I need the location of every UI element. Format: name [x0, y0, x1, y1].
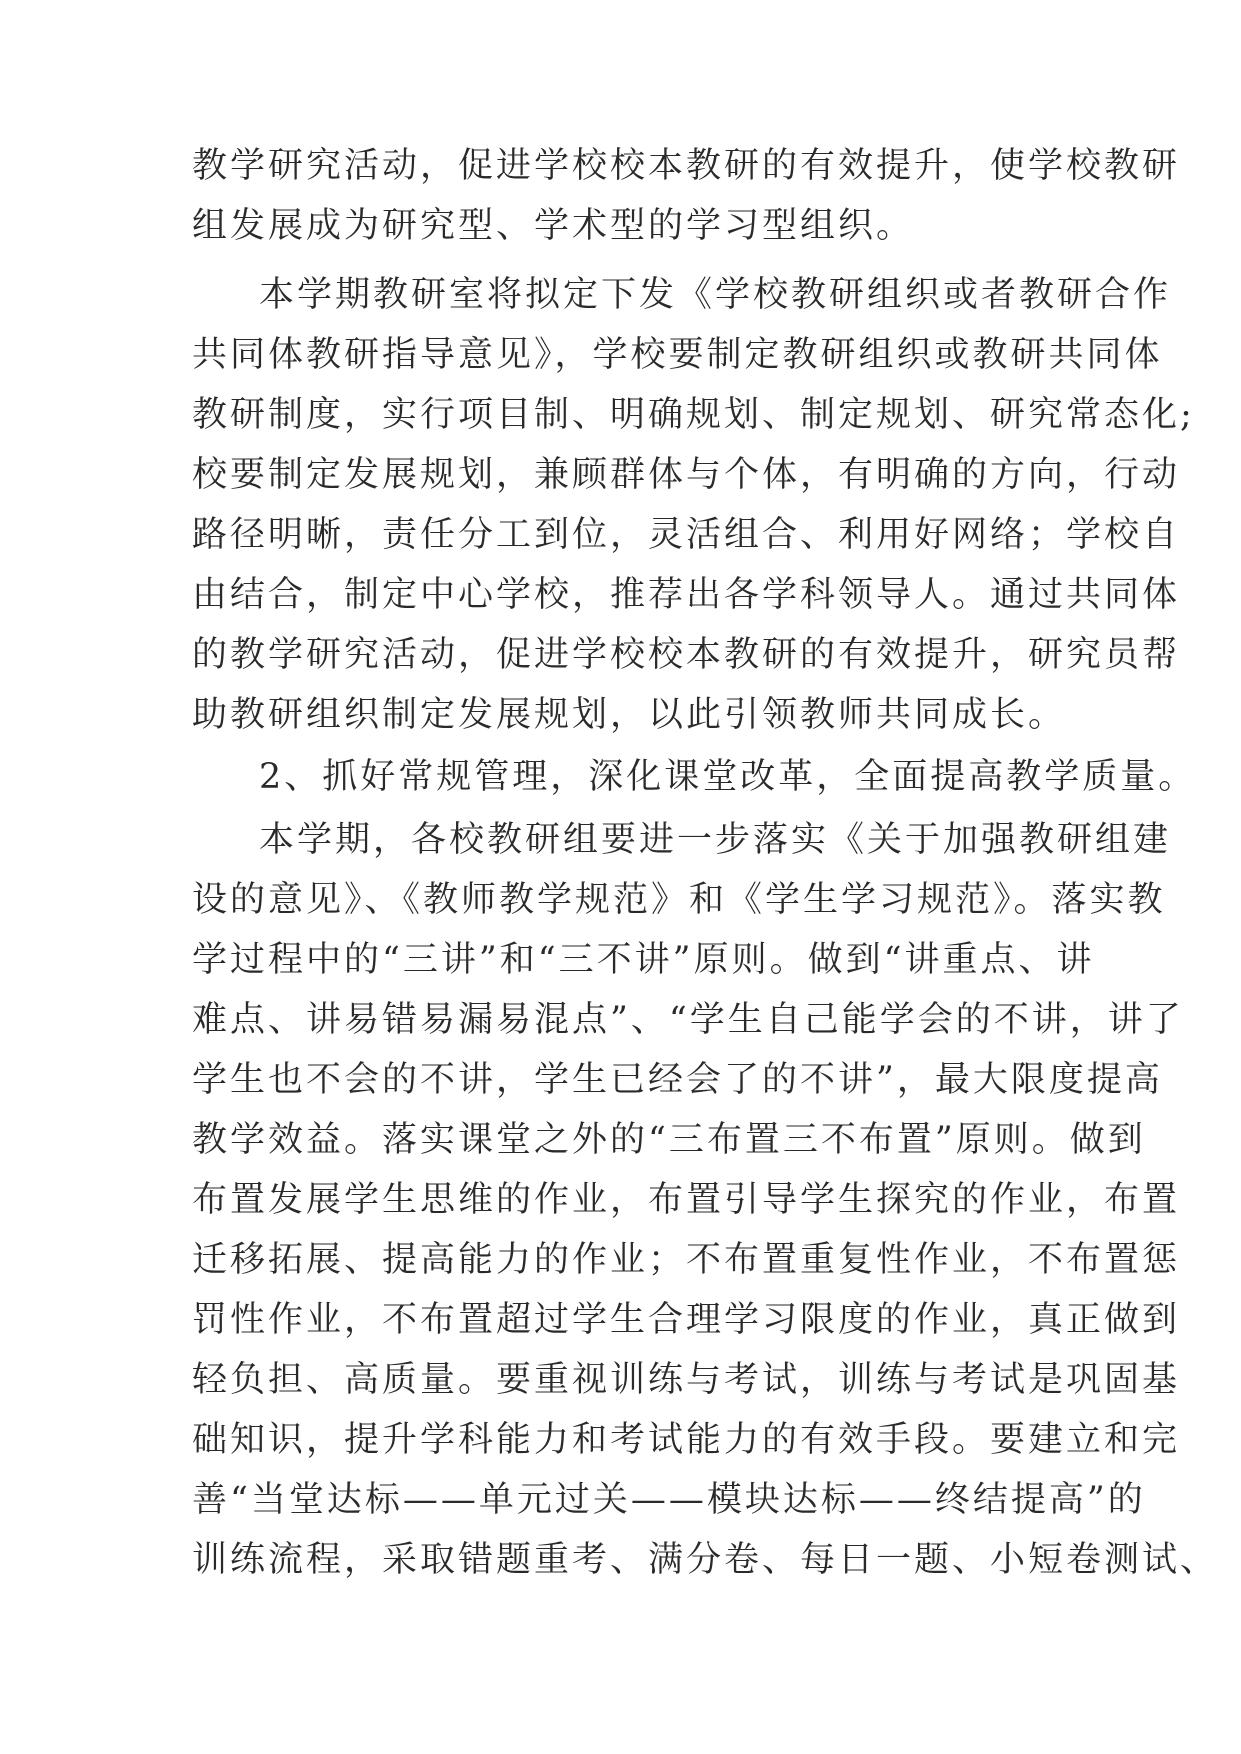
text-line: 路径明晰，责任分工到位，灵活组合、利用好网络；学校自 [192, 515, 1181, 555]
text-line: 本学期教研室将拟定下发《学校教研组织或者教研合作 [259, 275, 1172, 315]
text-line: 础知识，提升学科能力和考试能力的有效手段。要建立和完 [192, 1420, 1181, 1460]
text-line: 布置发展学生思维的作业，布置引导学生探究的作业，布置 [192, 1180, 1181, 1220]
text-line: 校要制定发展规划，兼顾群体与个体，有明确的方向，行动 [192, 455, 1181, 495]
text-line: 本学期，各校教研组要进一步落实《关于加强教研组建 [259, 820, 1172, 860]
text-line: 训练流程，采取错题重考、满分卷、每日一题、小短卷测试、 [192, 1540, 1219, 1580]
text-line: 组发展成为研究型、学术型的学习型组织。 [192, 206, 915, 246]
text-line: 善“当堂达标——单元过关——模块达标——终结提高”的 [192, 1480, 1146, 1520]
text-line: 罚性作业，不布置超过学生合理学习限度的作业，真正做到 [192, 1300, 1181, 1340]
text-line: 教研制度，实行项目制、明确规划、制定规划、研究常态化; [192, 395, 1195, 435]
text-line: 助教研组织制定发展规划，以此引领教师共同成长。 [192, 695, 1067, 735]
text-line: 学过程中的“三讲”和“三不讲”原则。做到“讲重点、讲 [192, 940, 1095, 980]
text-line: 设的意见》、《教师教学规范》和《学生学习规范》。落实教 [192, 880, 1166, 920]
section-heading: 2、抓好常规管理，深化课堂改革，全面提高教学质量。 [259, 757, 1197, 797]
text-line: 由结合，制定中心学校，推荐出各学科领导人。通过共同体 [192, 575, 1181, 615]
text-line: 教学效益。落实课堂之外的“三布置三不布置”原则。做到 [192, 1120, 1146, 1160]
text-line: 学生也不会的不讲，学生已经会了的不讲”，最大限度提高 [192, 1060, 1163, 1100]
text-line: 迁移拓展、提高能力的作业；不布置重复性作业，不布置惩 [192, 1240, 1181, 1280]
text-line: 轻负担、高质量。要重视训练与考试，训练与考试是巩固基 [192, 1360, 1181, 1400]
text-line: 教学研究活动，促进学校校本教研的有效提升，使学校教研 [192, 146, 1181, 186]
text-line: 的教学研究活动，促进学校校本教研的有效提升，研究员帮 [192, 635, 1181, 675]
text-line: 难点、讲易错易漏易混点”、“学生自己能学会的不讲，讲了 [192, 1000, 1184, 1040]
text-line: 共同体教研指导意见》，学校要制定教研组织或教研共同体 [192, 335, 1163, 375]
